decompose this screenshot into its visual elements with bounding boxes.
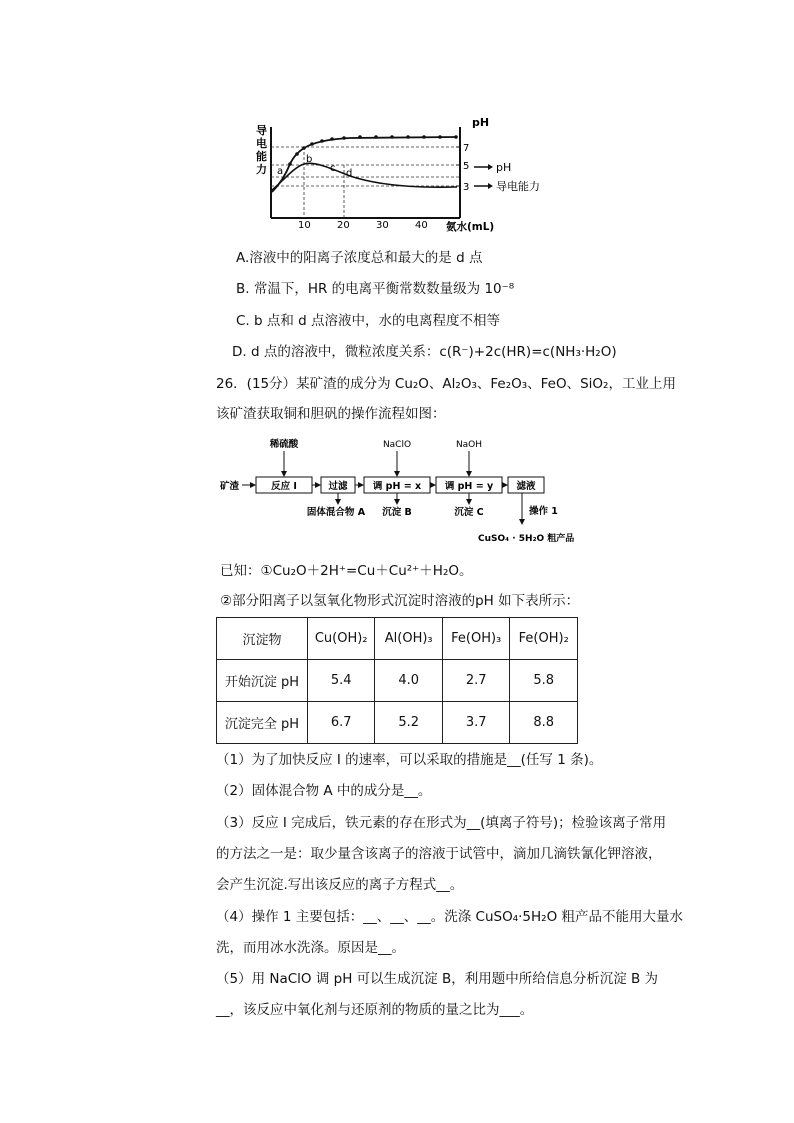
table-header-cell: 沉淀物 xyxy=(217,618,308,660)
legend-ph: pH xyxy=(496,161,512,174)
flow-reagent-h2so4: 稀硫酸 xyxy=(269,439,299,450)
process-flowchart xyxy=(218,436,594,548)
q26-line2: 该矿渣获取铜和胆矾的操作流程如图： xyxy=(216,406,446,422)
question-1: （1）为了加快反应 I 的速率，可以采取的措施是__(任写 1 条)。 xyxy=(216,752,603,768)
question-4-line2: 洗，而用冰水洗涤。原因是__。 xyxy=(216,940,405,956)
flow-start: 矿渣 xyxy=(220,481,240,492)
table-cell: 5.8 xyxy=(510,660,578,702)
question-4-line1: （4）操作 1 主要包括：__、__、__。洗涤 CuSO₄·5H₂O 粗产品不能用大量水 xyxy=(216,909,684,925)
flow-reagent-naclo: NaClO xyxy=(382,440,412,450)
right-tick-7: 7 xyxy=(463,143,470,154)
flow-box-ph-y: 调 pH = y xyxy=(444,481,494,492)
known-2: ②部分阳离子以氢氧化物形式沉淀时溶液的pH 如下表所示： xyxy=(220,593,580,609)
flow-op1: 操作 1 xyxy=(529,506,558,517)
x-axis-title: 氨水(mL) xyxy=(446,221,495,233)
table-cell: 2.7 xyxy=(442,660,510,702)
table-header-cell: Al(OH)₃ xyxy=(375,618,442,660)
question-3-line1: （3）反应 I 完成后，铁元素的存在形式为__(填离子符号)；检验该离子常用 xyxy=(216,815,667,831)
table-header-cell: Fe(OH)₂ xyxy=(510,618,578,660)
x-tick-40: 40 xyxy=(415,220,428,231)
right-tick-5: 5 xyxy=(463,161,470,172)
known-1: 已知：①Cu₂O＋2H⁺=Cu＋Cu²⁺＋H₂O。 xyxy=(220,563,473,579)
flow-output-b: 沉淀 B xyxy=(382,507,412,518)
x-tick-30: 30 xyxy=(376,220,389,231)
left-axis-label-2: 电 xyxy=(256,137,267,150)
table-header-cell: Fe(OH)₃ xyxy=(442,618,510,660)
titration-graph xyxy=(250,112,580,234)
table-cell: 5.4 xyxy=(307,660,375,702)
conductivity-curve xyxy=(272,163,457,190)
table-cell: 开始沉淀 pH xyxy=(217,660,308,702)
x-tick-10: 10 xyxy=(298,220,311,231)
ph-curve-points xyxy=(288,135,458,166)
flow-box-filter: 过滤 xyxy=(328,481,348,492)
flow-box-ph-x: 调 pH = x xyxy=(372,481,422,492)
ph-table xyxy=(216,617,578,744)
question-5-line1: （5）用 NaClO 调 pH 可以生成沉淀 B，利用题中所给信息分析沉淀 B 为 xyxy=(216,971,659,987)
flow-box-reaction: 反应 Ⅰ xyxy=(271,481,297,492)
question-3-line2: 的方法之一是：取少量含该离子的溶液于试管中，滴加几滴铁氰化钾溶液， xyxy=(216,846,662,862)
point-label-b: b xyxy=(306,154,313,165)
option-a: A.溶液中的阳离子浓度总和最大的是 d 点 xyxy=(236,250,483,266)
left-axis-label-3: 能 xyxy=(256,150,267,163)
flow-output-a: 固体混合物 A xyxy=(306,507,366,518)
x-tick-20: 20 xyxy=(337,220,350,231)
right-axis-title: pH xyxy=(472,116,490,129)
flow-box-filtrate: 滤液 xyxy=(516,481,536,492)
question-2: （2）固体混合物 A 中的成分是__。 xyxy=(216,783,432,799)
option-b: B. 常温下，HR 的电离平衡常数数量级为 10⁻⁸ xyxy=(236,281,515,297)
point-label-d: d xyxy=(346,168,353,179)
flow-output-c: 沉淀 C xyxy=(454,507,484,518)
point-label-c: c xyxy=(330,163,336,174)
option-c: C. b 点和 d 点溶液中，水的电离程度不相等 xyxy=(236,313,501,329)
question-5-line2: __，该反应中氧化剂与还原剂的物质的量之比为___。 xyxy=(216,1002,534,1018)
legend-conductivity: 导电能力 xyxy=(496,180,540,193)
ph-curve xyxy=(272,137,457,192)
table-header-cell: Cu(OH)₂ xyxy=(307,618,375,660)
table-cell: 6.7 xyxy=(307,702,375,744)
flow-reagent-naoh: NaOH xyxy=(455,440,483,450)
point-label-a: a xyxy=(277,166,284,177)
table-header-row xyxy=(217,618,578,660)
left-axis-label-4: 力 xyxy=(256,163,267,176)
q26-line1: 26．(15分）某矿渣的成分为 Cu₂O、Al₂O₃、Fe₂O₃、FeO、SiO₂，工业上用 xyxy=(216,376,676,392)
table-cell: 4.0 xyxy=(375,660,442,702)
table-row xyxy=(217,660,578,702)
right-tick-3: 3 xyxy=(463,182,470,193)
table-cell: 5.2 xyxy=(375,702,442,744)
flow-product: CuSO₄ · 5H₂O 粗产品 xyxy=(478,534,575,544)
left-axis-label-1: 导 xyxy=(256,124,267,137)
option-d: D. d 点的溶液中，微粒浓度关系：c(R⁻)+2c(HR)=c(NH₃·H₂O) xyxy=(232,344,617,360)
table-row xyxy=(217,702,578,744)
table-cell: 8.8 xyxy=(510,702,578,744)
question-3-line3: 会产生沉淀.写出该反应的离子方程式__。 xyxy=(216,877,464,893)
table-cell: 3.7 xyxy=(442,702,510,744)
table-cell: 沉淀完全 pH xyxy=(217,702,308,744)
